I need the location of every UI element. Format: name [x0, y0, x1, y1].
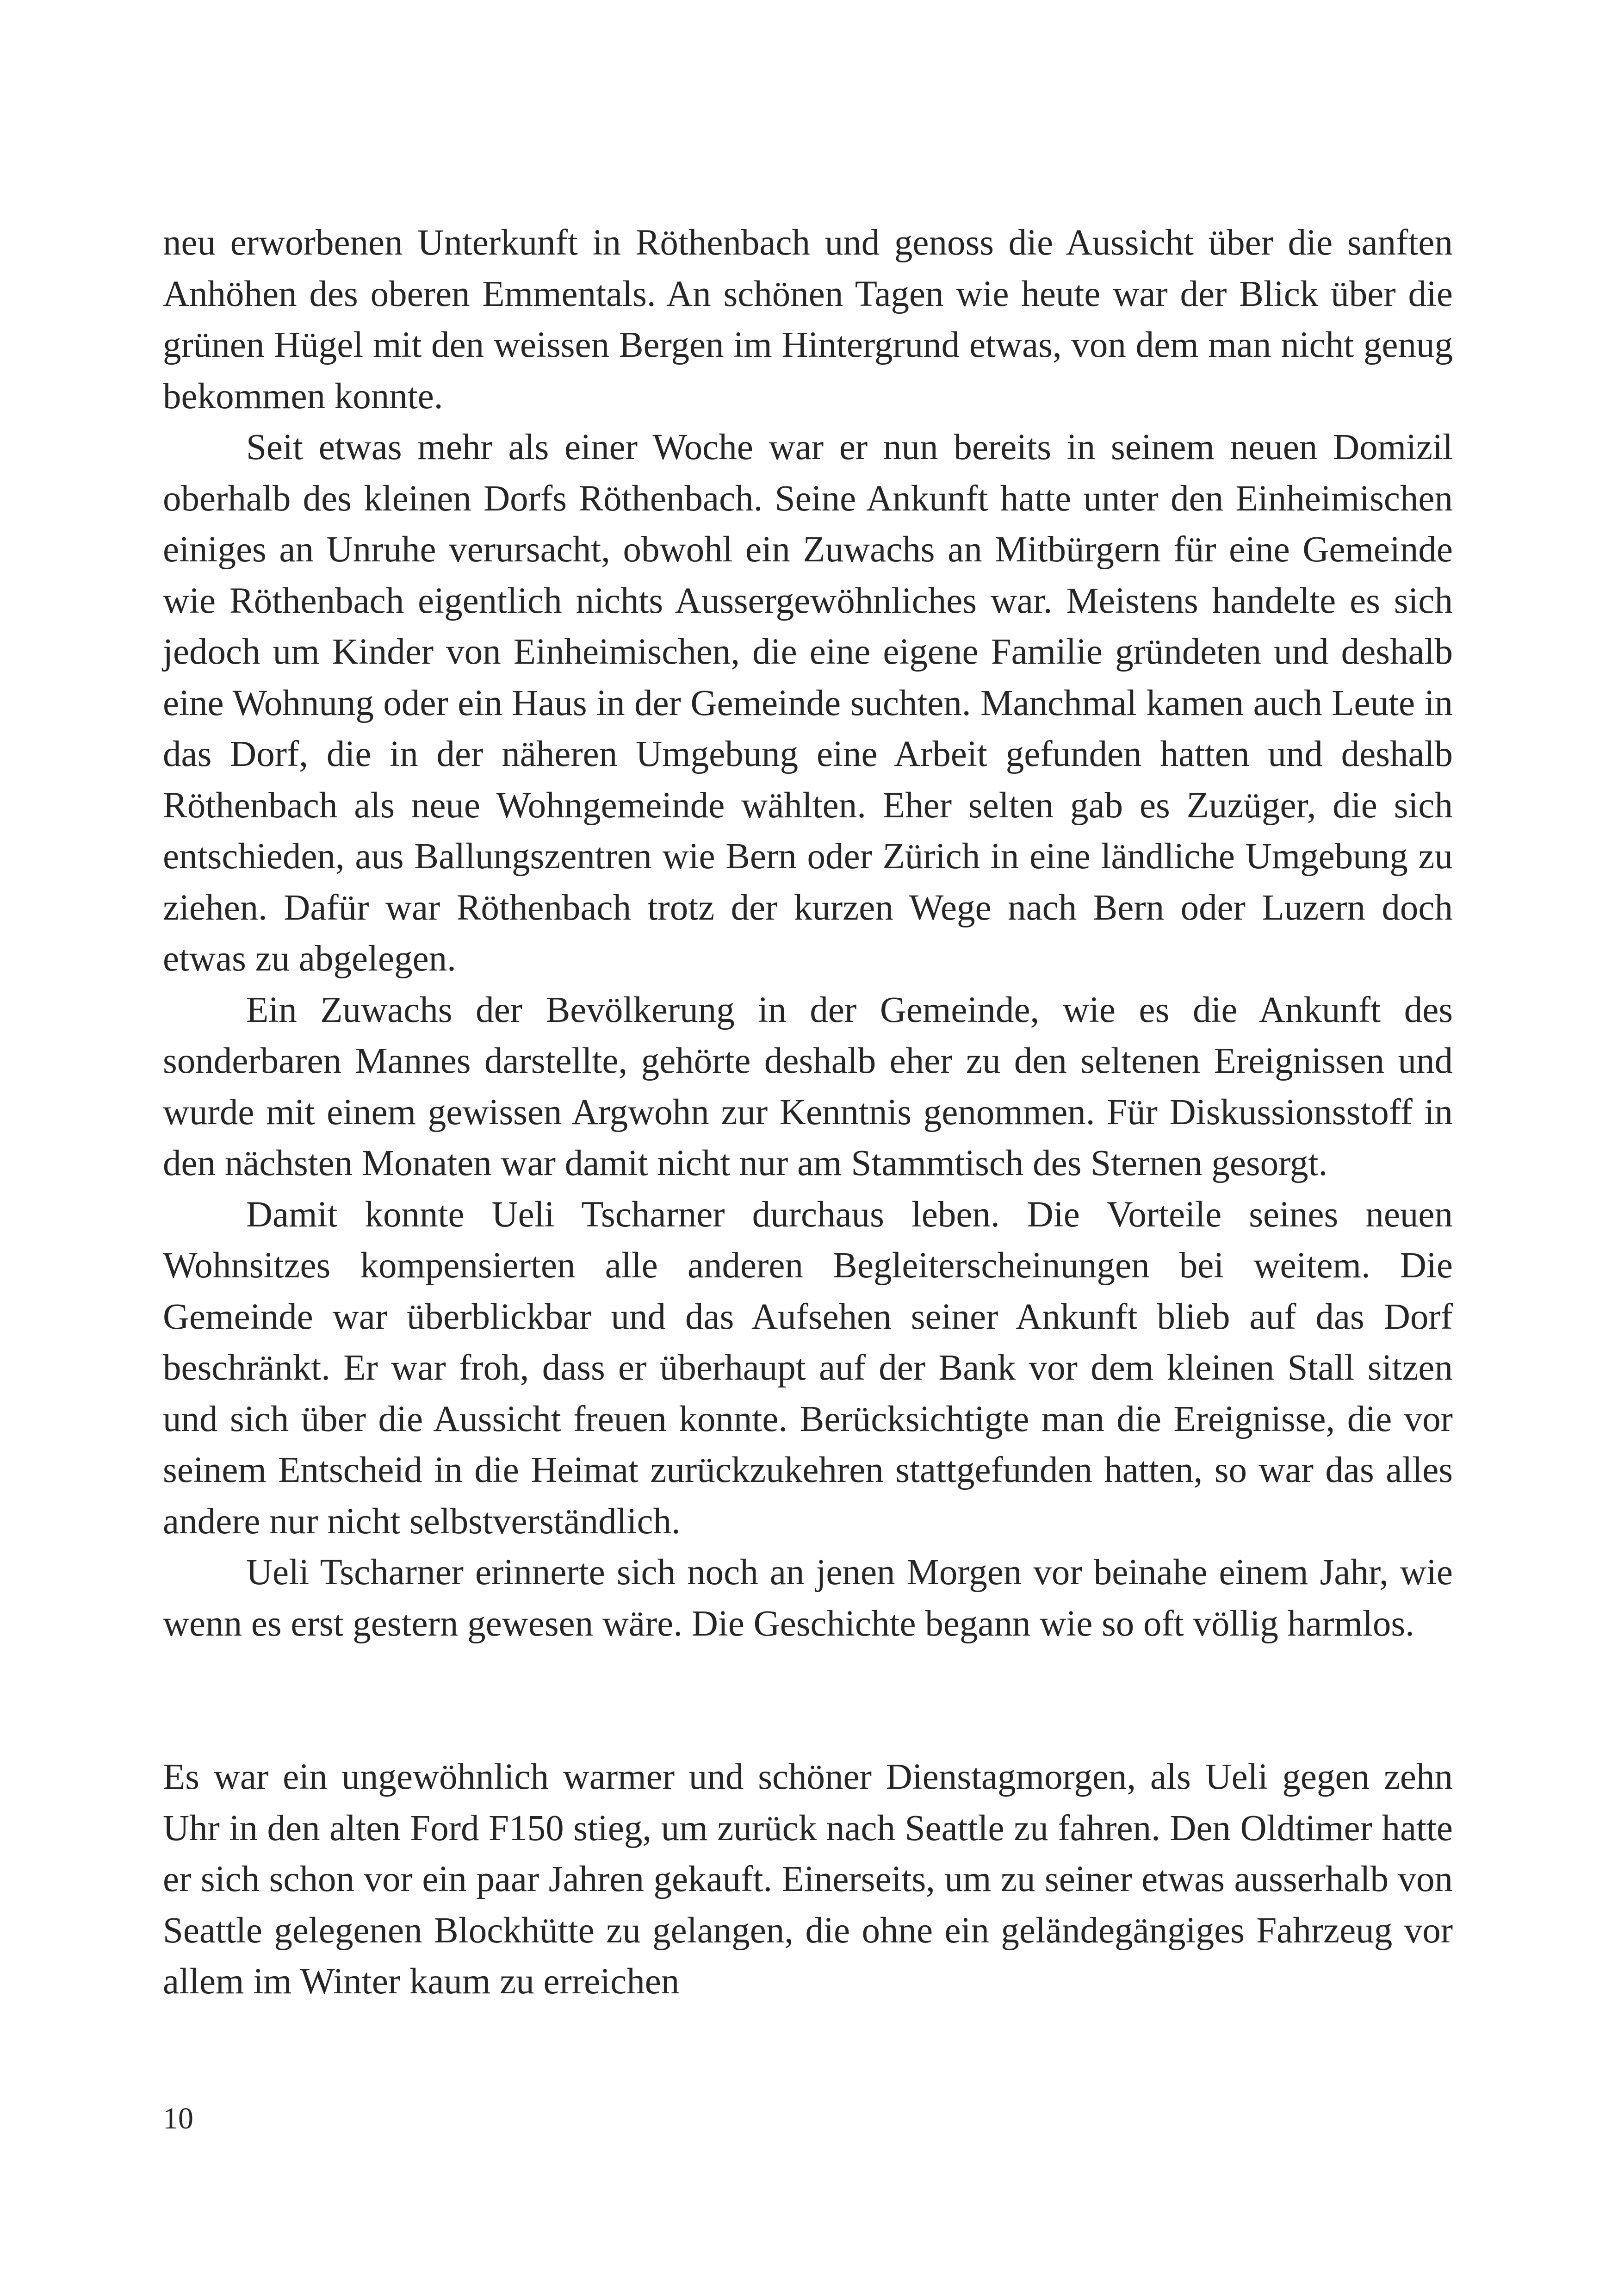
paragraph-6: Es war ein ungewöhnlich warmer und schöner Dienstagmorgen, als Ueli gegen zehn Uhr in den alten Ford F150 stieg, um zurück nach Seattle zu fahren. Den Oldtimer hatte er sich schon vor ein paar Jahren gekauft. Einerseits, um zu seiner etwas ausserhalb von Seattle gelegenen Blockhütte zu gelangen, die ohne ein geländegängiges Fahrzeug vor allem im Winter kaum zu erreichen	[163, 1757, 1453, 2002]
paragraph-4: Damit konnte Ueli Tscharner durchaus leben. Die Vorteile seines neuen Wohnsitzes kompensierten alle anderen Begleiterscheinungen bei weitem. Die Gemeinde war überblickbar und das Aufsehen seiner Ankunft blieb auf das Dorf beschränkt. Er war froh, dass er überhaupt auf der Bank vor dem kleinen Stall sitzen und sich über die Aussicht freuen konnte. Berücksichtigte man die Ereignisse, die vor seinem Entscheid in die Heimat zurückzukehren stattgefunden hatten, so war das alles andere nur nicht selbstverständlich.	[163, 1194, 1453, 1542]
paragraph-5: Ueli Tscharner erinnerte sich noch an jenen Morgen vor beinahe einem Jahr, wie wenn es erst gestern gewesen wäre. Die Geschichte begann wie so oft völlig harmlos.	[163, 1552, 1453, 1644]
section-break	[163, 1649, 1453, 1752]
body-text	[163, 218, 1453, 2008]
paragraph-1: neu erworbenen Unterkunft in Röthenbach und genoss die Aussicht über die sanften Anhöhen des oberen Emmentals. An schönen Tagen wie heute war der Blick über die grünen Hügel mit den weissen Bergen im Hintergrund etwas, von dem man nicht genug bekommen konnte.	[163, 223, 1453, 417]
paragraph-2: Seit etwas mehr als einer Woche war er nun bereits in seinem neuen Domizil oberhalb des kleinen Dorfs Röthenbach. Seine Ankunft hatte unter den Einheimischen einiges an Unruhe verursacht, obwohl ein Zuwachs an Mitbürgern für eine Gemeinde wie Röthenbach eigentlich nichts Aussergewöhnliches war. Meistens handelte es sich jedoch um Kinder von Einheimischen, die eine eigene Familie gründeten und deshalb eine Wohnung oder ein Haus in der Gemeinde suchten. Manchmal kamen auch Leute in das Dorf, die in der näheren Umgebung eine Arbeit gefunden hatten und deshalb Röthenbach als neue Wohngemeinde wählten. Eher selten gab es Zuzüger, die sich entschieden, aus Ballungszentren wie Bern oder Zürich in eine ländliche Umgebung zu ziehen. Dafür war Röthenbach trotz der kurzen Wege nach Bern oder Luzern doch etwas zu abgelegen.	[163, 427, 1453, 979]
paragraph-3: Ein Zuwachs der Bevölkerung in der Gemeinde, wie es die Ankunft des sonderbaren Mannes darstellte, gehörte deshalb eher zu den seltenen Ereignissen und wurde mit einem gewissen Argwohn zur Kenntnis genommen. Für Diskussionsstoff in den nächsten Monaten war damit nicht nur am Stammtisch des Sternen gesorgt.	[163, 989, 1453, 1183]
page-number: 10	[163, 2102, 193, 2135]
